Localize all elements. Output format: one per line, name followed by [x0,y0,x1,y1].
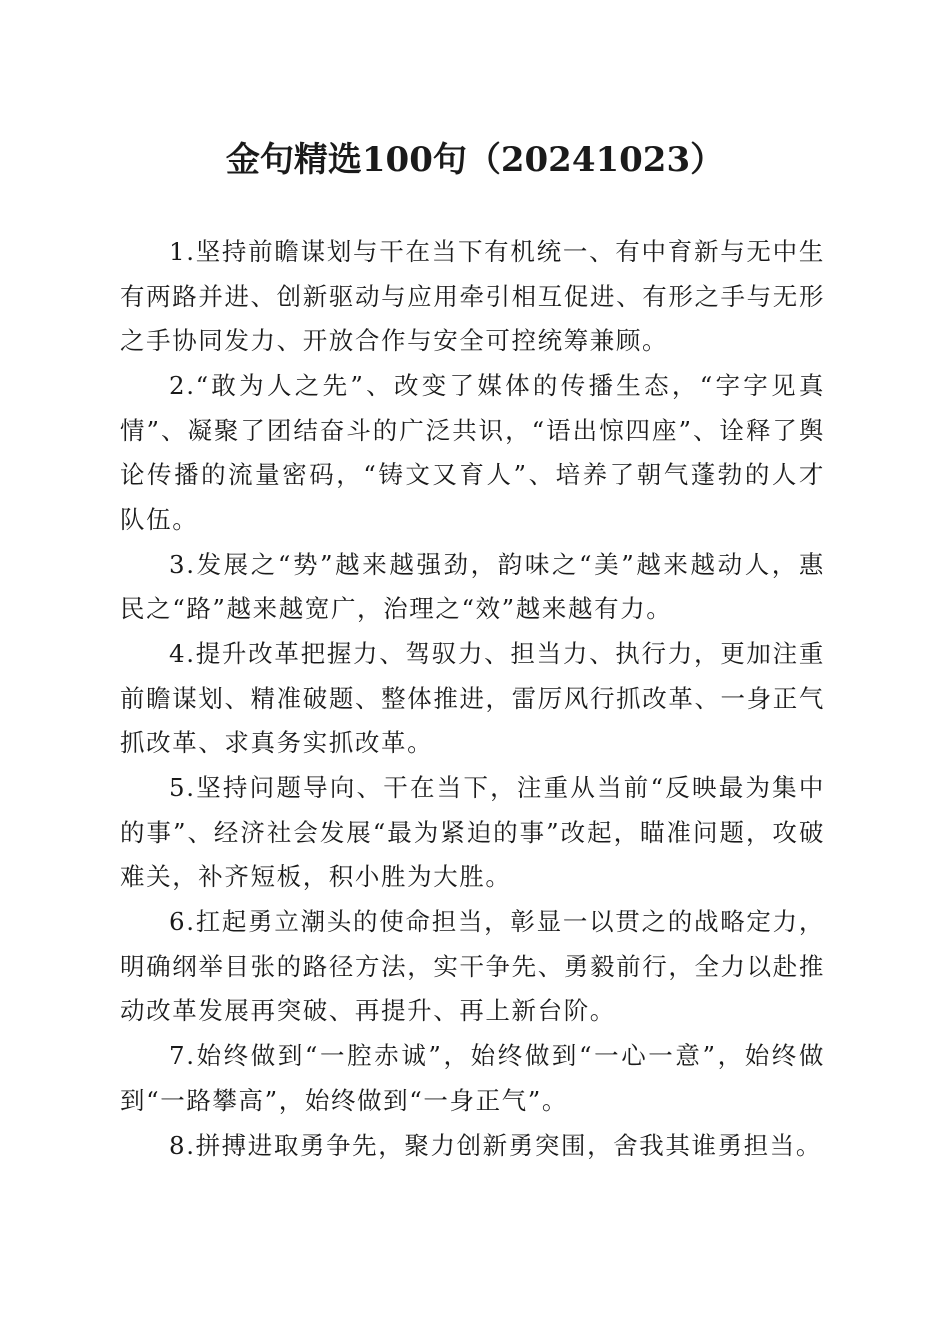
paragraph-2: 2.“敢为人之先”、改变了媒体的传播生态，“字字见真情”、凝聚了团结奋斗的广泛共识，“语出惊四座”、诠释了舆论传播的流量密码，“铸文又育人”、培养了朝气蓬勃的人才队伍。 [120,371,825,534]
paragraph-8: 8.拼搏进取勇争先，聚力创新勇突围，舍我其谁勇担当。 [169,1130,822,1160]
paragraph-6: 6.扛起勇立潮头的使命担当，彰显一以贯之的战略定力，明确纲举目张的路径方法，实干争先、勇毅前行，全力以赴推动改革发展再突破、再提升、再上新台阶。 [120,907,825,1025]
document-title: 金句精选100句（20241023） [225,140,725,180]
paragraph-7: 7.始终做到“一腔赤诚”，始终做到“一心一意”，始终做到“一路攀高”，始终做到“一身正气”。 [120,1041,825,1115]
paragraph-1: 1.坚持前瞻谋划与干在当下有机统一、有中育新与无中生有两路并进、创新驱动与应用牵引相互促进、有形之手与无形之手协同发力、开放合作与安全可控统筹兼顾。 [120,237,825,355]
paragraph-5: 5.坚持问题导向、干在当下，注重从当前“反映最为集中的事”、经济社会发展“最为紧迫的事”改起，瞄准问题，攻破难关，补齐短板，积小胜为大胜。 [120,773,825,891]
paragraph-3: 3.发展之“势”越来越强劲，韵味之“美”越来越动人，惠民之“路”越来越宽广，治理之“效”越来越有力。 [120,549,825,623]
document-body [120,230,825,1169]
paragraph-4: 4.提升改革把握力、驾驭力、担当力、执行力，更加注重前瞻谋划、精准破题、整体推进，雷厉风行抓改革、一身正气抓改革、求真务实抓改革。 [120,639,825,757]
